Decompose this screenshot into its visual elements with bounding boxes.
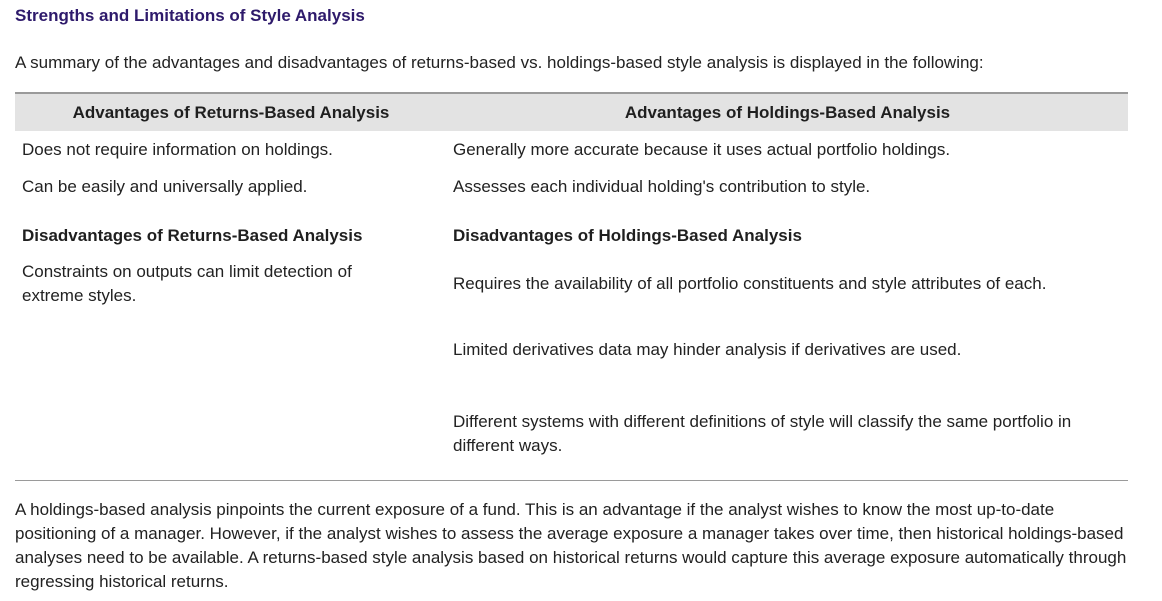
comparison-table <box>15 92 1128 481</box>
header-returns-advantages: Advantages of Returns-Based Analysis <box>72 103 390 122</box>
returns-advantage-2: Can be easily and universally applied. <box>22 177 308 196</box>
subheader-holdings-disadvantages: Disadvantages of Holdings-Based Analysis <box>453 226 802 245</box>
table-header-row <box>15 94 1128 131</box>
holdings-disadvantage-2: Limited derivatives data may hinder analysis if derivatives are used. <box>453 340 962 359</box>
holdings-disadvantage-1: Requires the availability of all portfolio constituents and style attributes of each. <box>453 274 1047 293</box>
returns-disadvantage-1: Constraints on outputs can limit detection of extreme styles. <box>22 262 352 305</box>
holdings-disadvantage-3: Different systems with different definitions of style will classify the same portfolio in different ways. <box>453 412 1072 455</box>
subheader-returns-disadvantages: Disadvantages of Returns-Based Analysis <box>22 226 363 245</box>
header-holdings-advantages: Advantages of Holdings-Based Analysis <box>624 103 951 122</box>
intro-paragraph: A summary of the advantages and disadvantages of returns-based vs. holdings-based style analysis is displayed in the following: <box>15 53 984 72</box>
holdings-advantage-1: Generally more accurate because it uses actual portfolio holdings. <box>453 140 951 159</box>
section-title: Strengths and Limitations of Style Analysis <box>15 6 365 25</box>
returns-advantage-1: Does not require information on holdings. <box>22 140 333 159</box>
conclusion-paragraph: A holdings-based analysis pinpoints the current exposure of a fund. This is an advantage if the analyst wishes to know the most up-to-date positioning of a manager. However, if the analyst wishes to assess the average exposure a manager takes over time, then historical holdings-based analyses need to be available. A returns-based style analysis based on historical returns would capture this average exposure automatically through regressing historical returns. <box>15 500 1127 591</box>
holdings-advantage-2: Assesses each individual holding's contribution to style. <box>453 177 871 196</box>
